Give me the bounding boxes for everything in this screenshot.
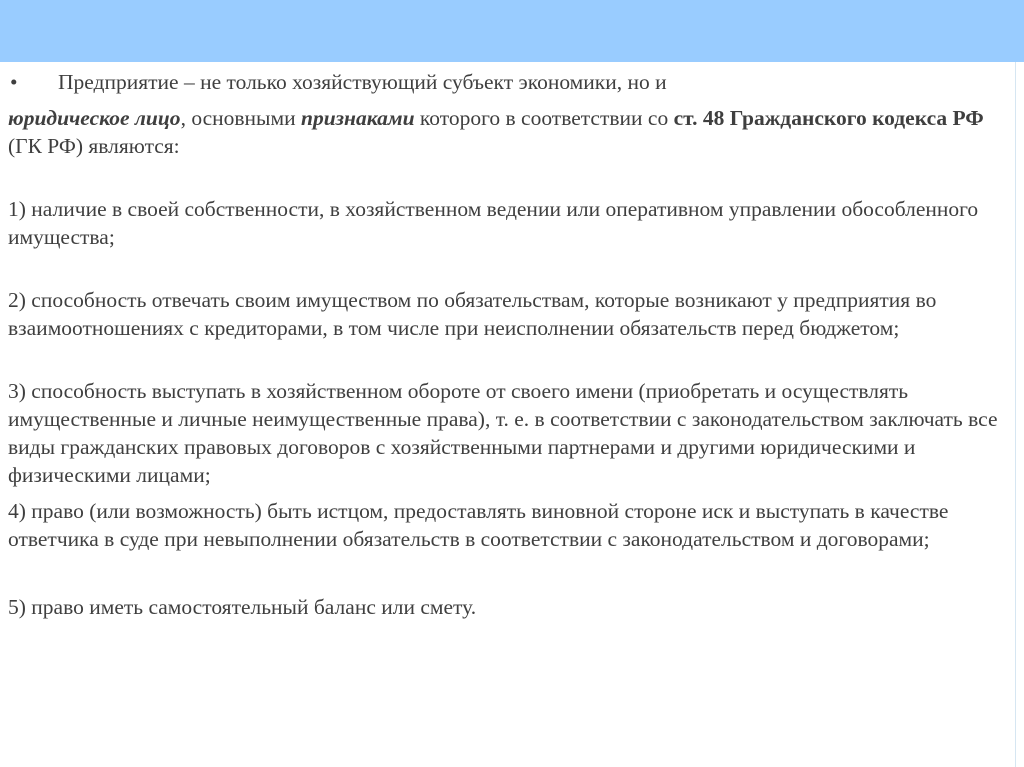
right-divider xyxy=(1015,62,1016,767)
list-item-5: 5) право иметь самостоятельный баланс или смету. xyxy=(8,595,477,619)
list-item-4: 4) право (или возможность) быть истцом, предоставлять виновной стороне иск и выступать в качестве ответчика в суде при невыполнении обязательств в соответствии с законодательством и договорами; xyxy=(8,499,949,551)
slide-body xyxy=(8,68,1012,621)
bullet-marker: • xyxy=(10,70,18,94)
intro-text-part: , основными xyxy=(180,106,301,130)
intro-text-part: которого в соответствии со xyxy=(414,106,674,130)
term-legal-entity: юридическое лицо xyxy=(8,106,181,130)
civil-code-reference: ст. 48 Гражданского кодекса РФ xyxy=(673,106,984,130)
header-band xyxy=(0,0,1024,62)
list-item-3: 3) способность выступать в хозяйственном обороте от своего имени (приобретать и осуществлять имущественные и личные неимущественные права), т. е. в соответствии с законодательством заключать все виды гражданских правовых договоров с хозяйственными партнерами и другими юридическими и физическими лицами; xyxy=(8,379,998,487)
term-features: признаками xyxy=(301,106,415,130)
list-item-2: 2) способность отвечать своим имуществом по обязательствам, которые возникают у предприятия во взаимоотношениях с кредиторами, в том числе при неисполнении обязательств перед бюджетом; xyxy=(8,288,937,340)
intro-line xyxy=(8,68,1012,96)
intro-continuation xyxy=(8,104,1012,160)
intro-text-part: (ГК РФ) являются: xyxy=(8,134,180,158)
intro-text: Предприятие – не только хозяйствующий субъект экономики, но и xyxy=(58,70,667,94)
list-item-1: 1) наличие в своей собственности, в хозяйственном ведении или оперативном управлении обособленного имущества; xyxy=(8,197,979,249)
